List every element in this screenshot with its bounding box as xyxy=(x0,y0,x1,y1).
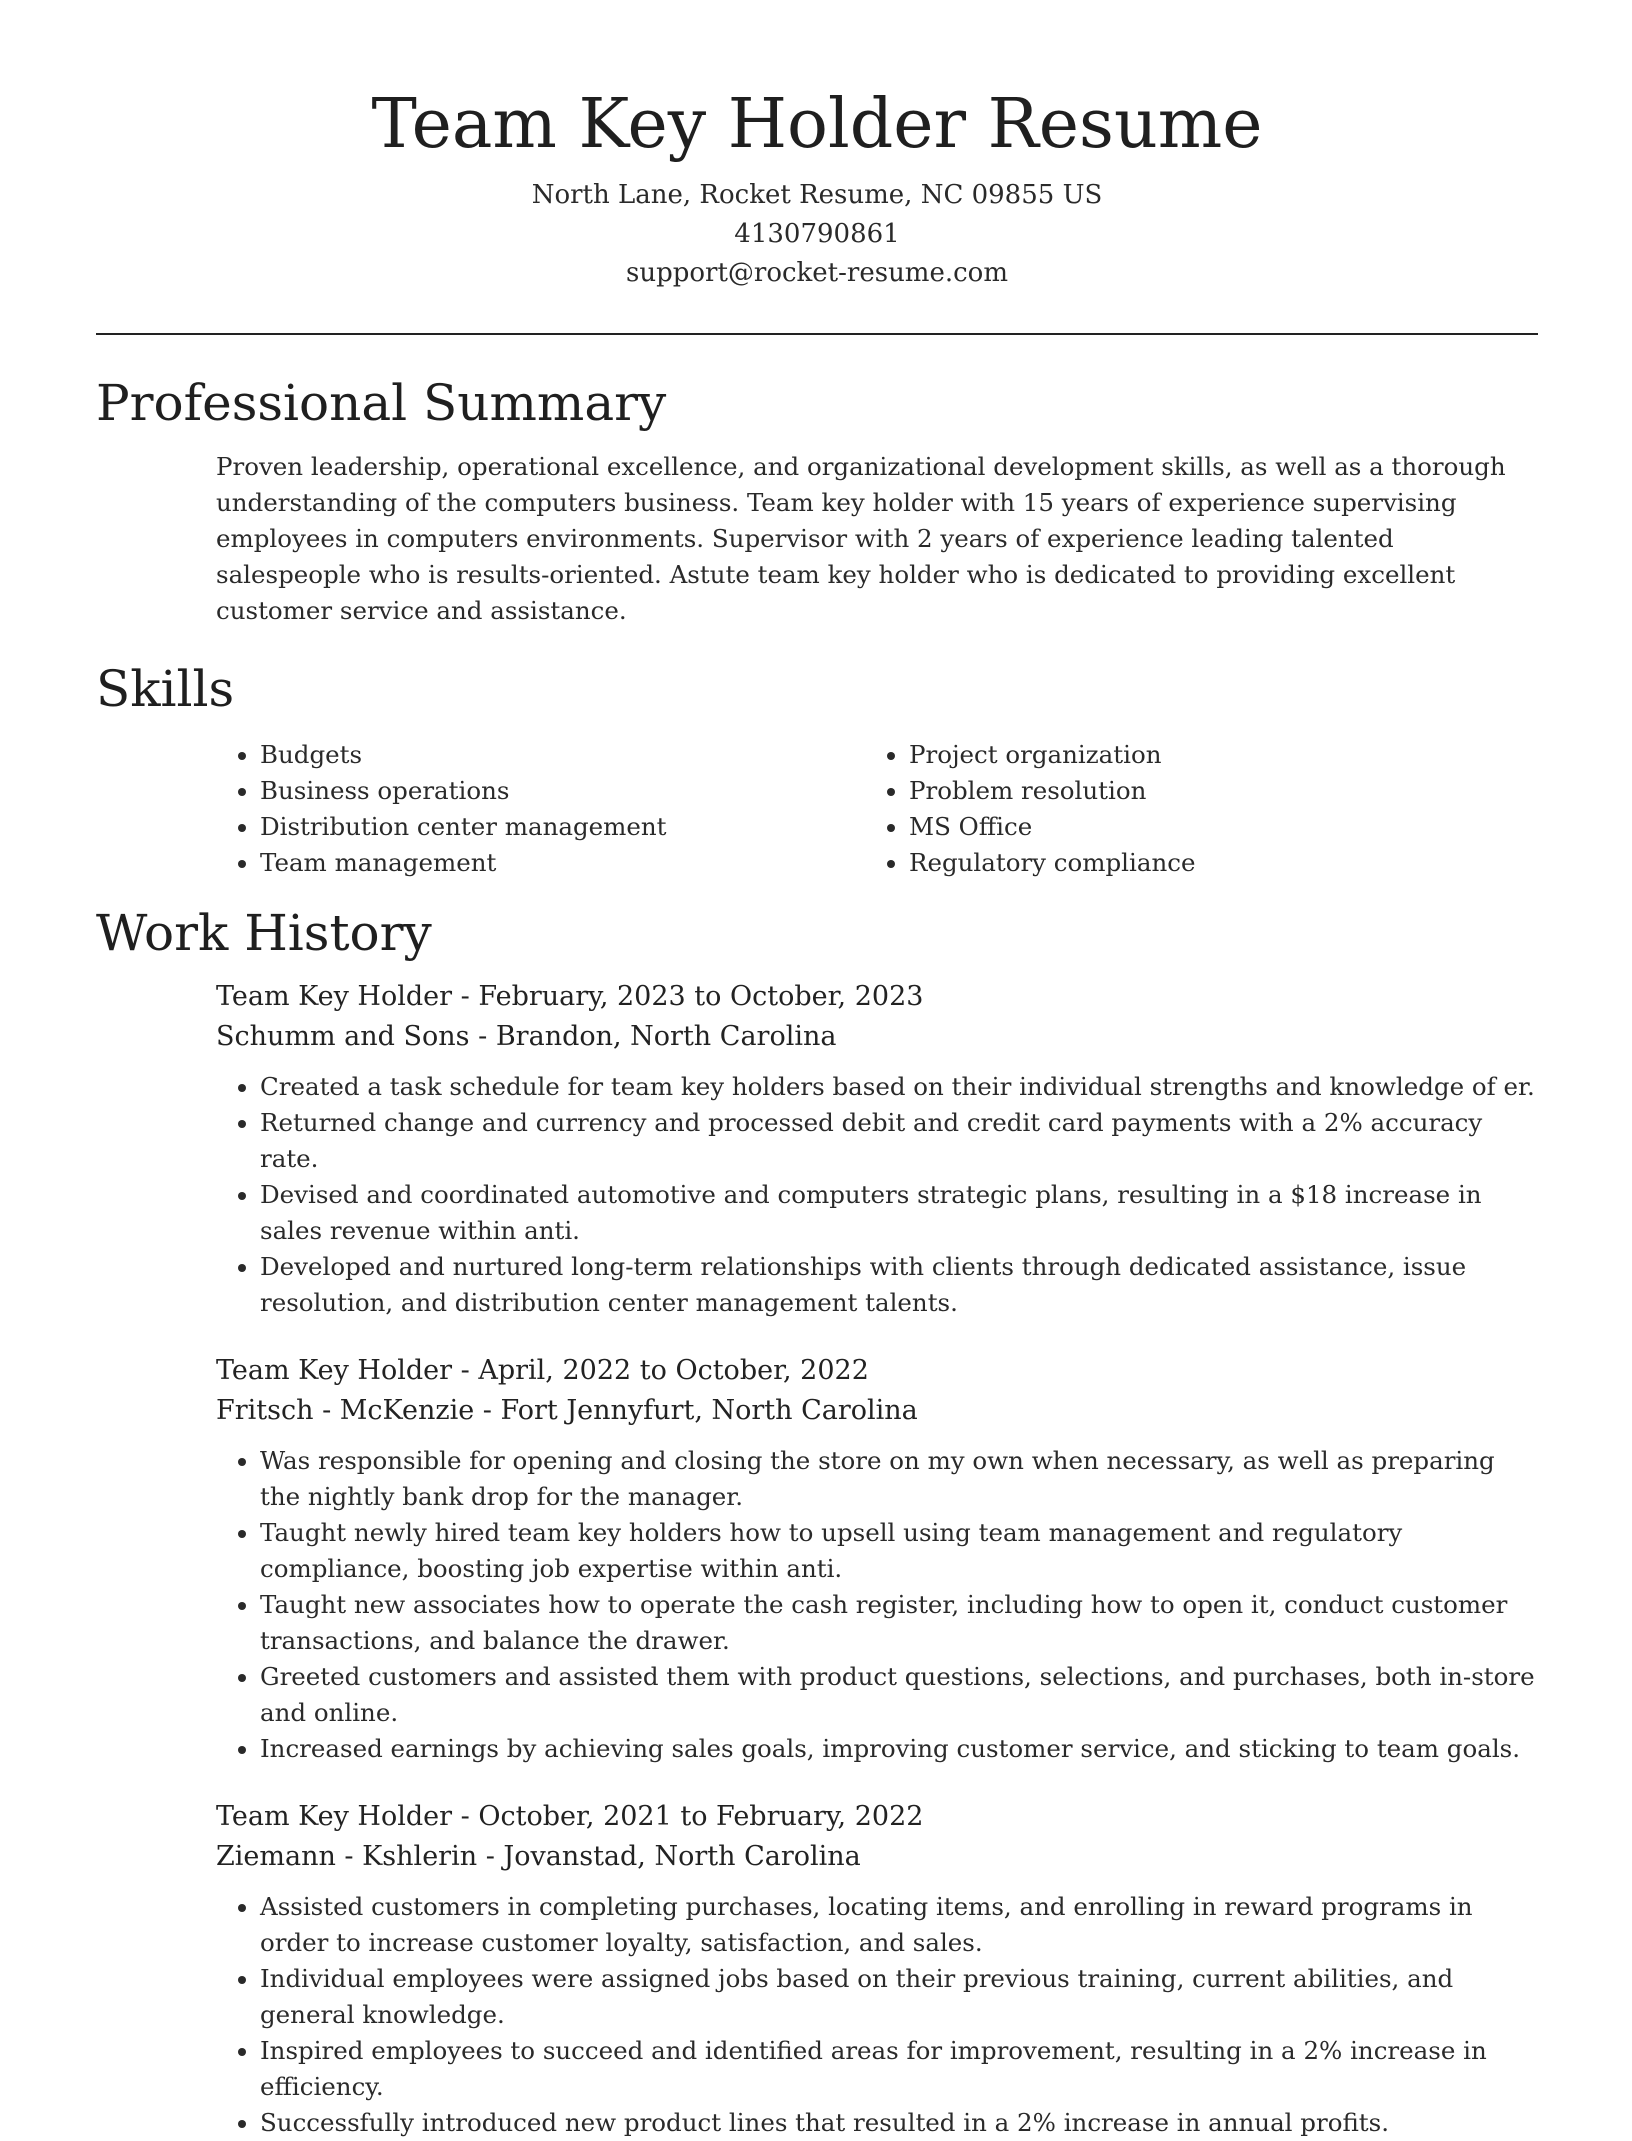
job-title-line: Team Key Holder - October, 2021 to February, 2022 xyxy=(216,1801,924,1832)
skill-item: • Budgets xyxy=(260,737,865,773)
job-entry xyxy=(216,977,1538,1321)
job-bullet: • Greeted customers and assisted them with product questions, selections, and purchases, both in-store and online. xyxy=(260,1659,1538,1731)
contact-phone: 4130790861 xyxy=(734,219,900,249)
job-title-line: Team Key Holder - February, 2023 to October, 2023 xyxy=(216,981,924,1012)
resume-title: Team Key Holder Resume xyxy=(371,85,1263,164)
job-bullet: • Created a task schedule for team key holders based on their individual strengths and knowledge of er. xyxy=(260,1069,1538,1105)
resume-page xyxy=(96,0,1538,2137)
skills-heading: Skills xyxy=(96,660,235,718)
resume-header xyxy=(96,0,1538,293)
skills-list xyxy=(216,737,1538,881)
job-bullet: • Increased earnings by achieving sales goals, improving customer service, and sticking to team goals. xyxy=(260,1731,1538,1767)
job-company-line: Ziemann - Kshlerin - Jovanstad, North Carolina xyxy=(216,1841,861,1872)
skills-column-right xyxy=(865,737,1514,881)
job-bullet: • Inspired employees to succeed and identified areas for improvement, resulting in a 2% increase in efficiency. xyxy=(260,2033,1538,2105)
job-title: Team Key Holder xyxy=(216,1801,453,1832)
contact-address: North Lane, Rocket Resume, NC 09855 US xyxy=(531,180,1103,210)
skill-item: • Problem resolution xyxy=(909,773,1514,809)
job-company-line: Fritsch - McKenzie - Fort Jennyfurt, North Carolina xyxy=(216,1395,918,1426)
summary-text: Proven leadership, operational excellence, and organizational development skills, as well as a thorough understanding of the computers business. Team key holder with 15 years of experience supervising employees in computers environments. Supervisor with 2 years of experience leading talented salespeople who is results-oriented. Astute team key holder who is dedicated to providing excellent customer service and assistance. xyxy=(216,452,1506,625)
job-bullets xyxy=(216,1443,1538,1767)
job-bullet: • Was responsible for opening and closing the store on my own when necessary, as well as preparing the nightly bank drop for the manager. xyxy=(260,1443,1538,1515)
skill-item: • Project organization xyxy=(909,737,1514,773)
job-company: Fritsch - McKenzie xyxy=(216,1395,475,1426)
job-location: Fort Jennyfurt, North Carolina xyxy=(500,1395,918,1426)
job-entry xyxy=(216,1351,1538,1767)
job-company: Ziemann - Kshlerin xyxy=(216,1841,478,1872)
job-title-line: Team Key Holder - April, 2022 to October, 2022 xyxy=(216,1355,869,1386)
skill-item: • Business operations xyxy=(260,773,865,809)
job-company: Schumm and Sons xyxy=(216,1021,470,1052)
contact-email: support@rocket-resume.com xyxy=(625,258,1008,288)
job-entry xyxy=(216,1797,1538,2141)
job-dates: October, 2021 to February, 2022 xyxy=(478,1801,924,1832)
job-bullets xyxy=(216,1889,1538,2141)
job-bullets xyxy=(216,1069,1538,1321)
job-bullet: • Returned change and currency and processed debit and credit card payments with a 2% accuracy rate. xyxy=(260,1105,1538,1177)
job-bullet: • Assisted customers in completing purchases, locating items, and enrolling in reward programs in order to increase customer loyalty, satisfaction, and sales. xyxy=(260,1889,1538,1961)
skill-item: • MS Office xyxy=(909,809,1514,845)
job-bullet: • Individual employees were assigned jobs based on their previous training, current abilities, and general knowledge. xyxy=(260,1961,1538,2033)
job-dates: February, 2023 to October, 2023 xyxy=(478,981,924,1012)
job-company-line: Schumm and Sons - Brandon, North Carolina xyxy=(216,1021,837,1052)
job-location: Brandon, North Carolina xyxy=(495,1021,837,1052)
work-history-heading: Work History xyxy=(96,904,432,962)
header-divider xyxy=(96,333,1538,335)
summary-heading: Professional Summary xyxy=(96,374,667,432)
job-dates: April, 2022 to October, 2022 xyxy=(478,1355,869,1386)
job-bullet: • Successfully introduced new product lines that resulted in a 2% increase in annual profits. xyxy=(260,2105,1538,2141)
skills-column-left xyxy=(216,737,865,881)
contact-info xyxy=(96,176,1538,293)
job-bullet: • Devised and coordinated automotive and computers strategic plans, resulting in a $18 increase in sales revenue within anti. xyxy=(260,1177,1538,1249)
job-title: Team Key Holder xyxy=(216,1355,453,1386)
skill-item: • Distribution center management xyxy=(260,809,865,845)
job-title: Team Key Holder xyxy=(216,981,453,1012)
skill-item: • Regulatory compliance xyxy=(909,845,1514,881)
job-bullet: • Developed and nurtured long-term relationships with clients through dedicated assistance, issue resolution, and distribution center management talents. xyxy=(260,1249,1538,1321)
job-bullet: • Taught newly hired team key holders how to upsell using team management and regulatory compliance, boosting job expertise within anti. xyxy=(260,1515,1538,1587)
skill-item: • Team management xyxy=(260,845,865,881)
job-location: Jovanstad, North Carolina xyxy=(503,1841,861,1872)
job-bullet: • Taught new associates how to operate the cash register, including how to open it, conduct customer transactions, and balance the drawer. xyxy=(260,1587,1538,1659)
